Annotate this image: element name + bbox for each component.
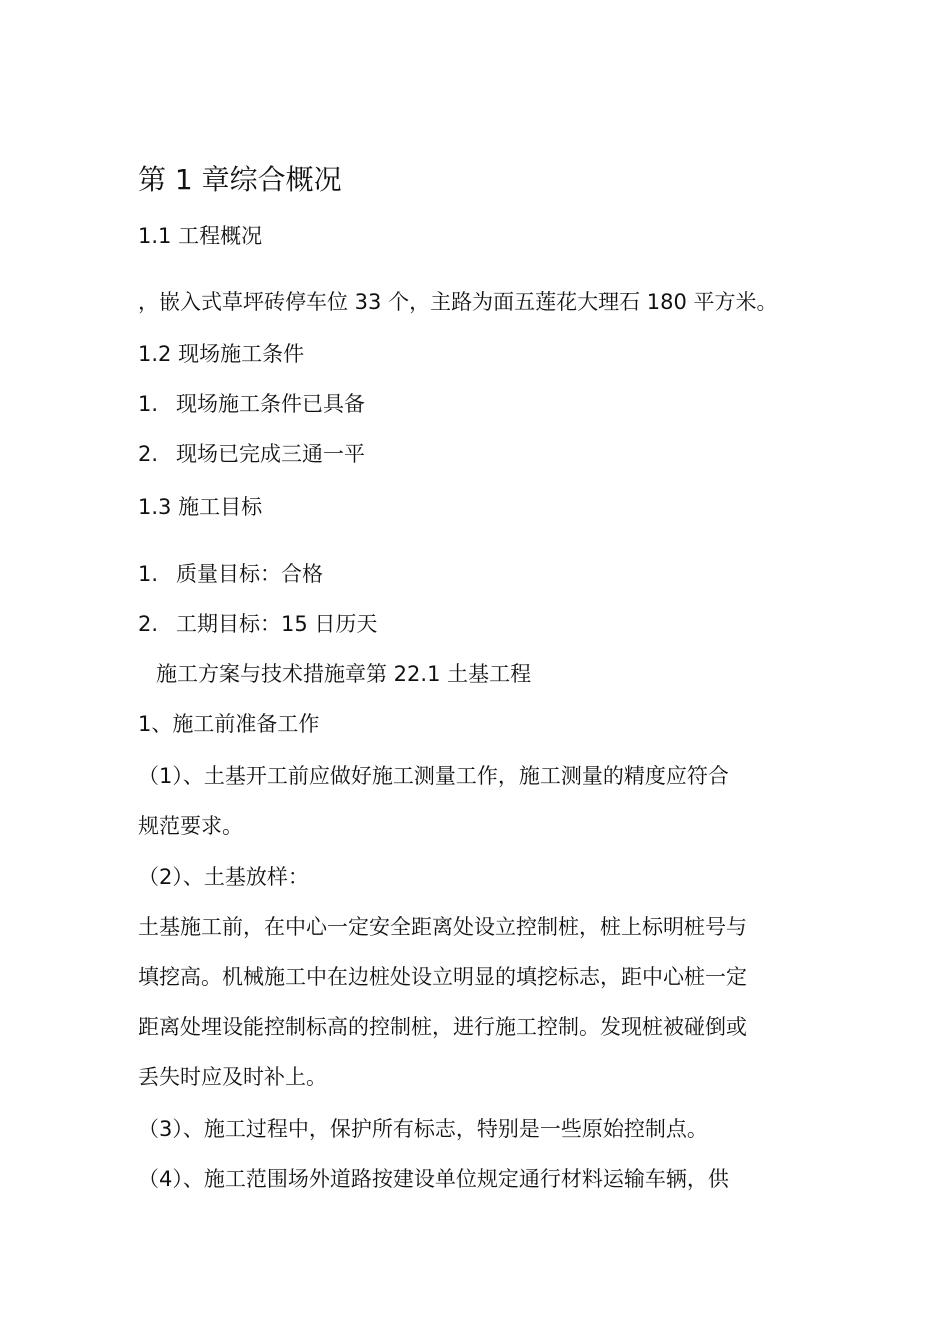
list-text: 现场施工条件已具备 [176, 392, 365, 416]
item-2-heading: （2）、土基放样： [138, 865, 309, 889]
list-item [138, 609, 377, 639]
paragraph-line-2: 填挖高。机械施工中在边桩处设立明显的填挖标志，距中心桩一定 [138, 965, 747, 989]
item-4: （4）、施工范围场外道路按建设单位规定通行材料运输车辆，供 [138, 1167, 729, 1191]
paragraph-line-3: 距离处埋设能控制标高的控制桩，进行施工控制。发现桩被碰倒或 [138, 1015, 747, 1039]
list-number: 2. [138, 442, 159, 466]
section-heading-1-1: 1.1 工程概况 [138, 224, 263, 248]
chapter-2-heading: 施工方案与技术措施章第 22.1 土基工程 [156, 662, 532, 686]
section-heading-1-2: 1.2 现场施工条件 [138, 342, 305, 366]
section-1-1-text: ，嵌入式草坪砖停车位 33 个，主路为面五莲花大理石 180 平方米。 [138, 290, 778, 314]
prep-heading: 1、施工前准备工作 [138, 712, 320, 736]
item-1-line-2: 规范要求。 [138, 814, 243, 838]
list-text: 质量目标：合格 [176, 562, 323, 586]
list-text: 工期目标：15 日历天 [176, 612, 378, 636]
list-item [138, 439, 365, 469]
paragraph-line-4: 丢失时应及时补上。 [138, 1065, 327, 1089]
item-1-line-1: （1）、土基开工前应做好施工测量工作，施工测量的精度应符合 [138, 764, 729, 788]
list-item [138, 559, 323, 589]
chapter-title: 第 1 章综合概况 [138, 163, 342, 196]
paragraph-line-1: 土基施工前，在中心一定安全距离处设立控制桩，桩上标明桩号与 [138, 915, 747, 939]
list-item [138, 389, 365, 419]
list-number: 2. [138, 612, 159, 636]
list-number: 1. [138, 562, 159, 586]
item-3: （3）、施工过程中，保护所有标志，特别是一些原始控制点。 [138, 1117, 708, 1141]
section-heading-1-3: 1.3 施工目标 [138, 495, 263, 519]
list-number: 1. [138, 392, 159, 416]
list-text: 现场已完成三通一平 [176, 442, 365, 466]
